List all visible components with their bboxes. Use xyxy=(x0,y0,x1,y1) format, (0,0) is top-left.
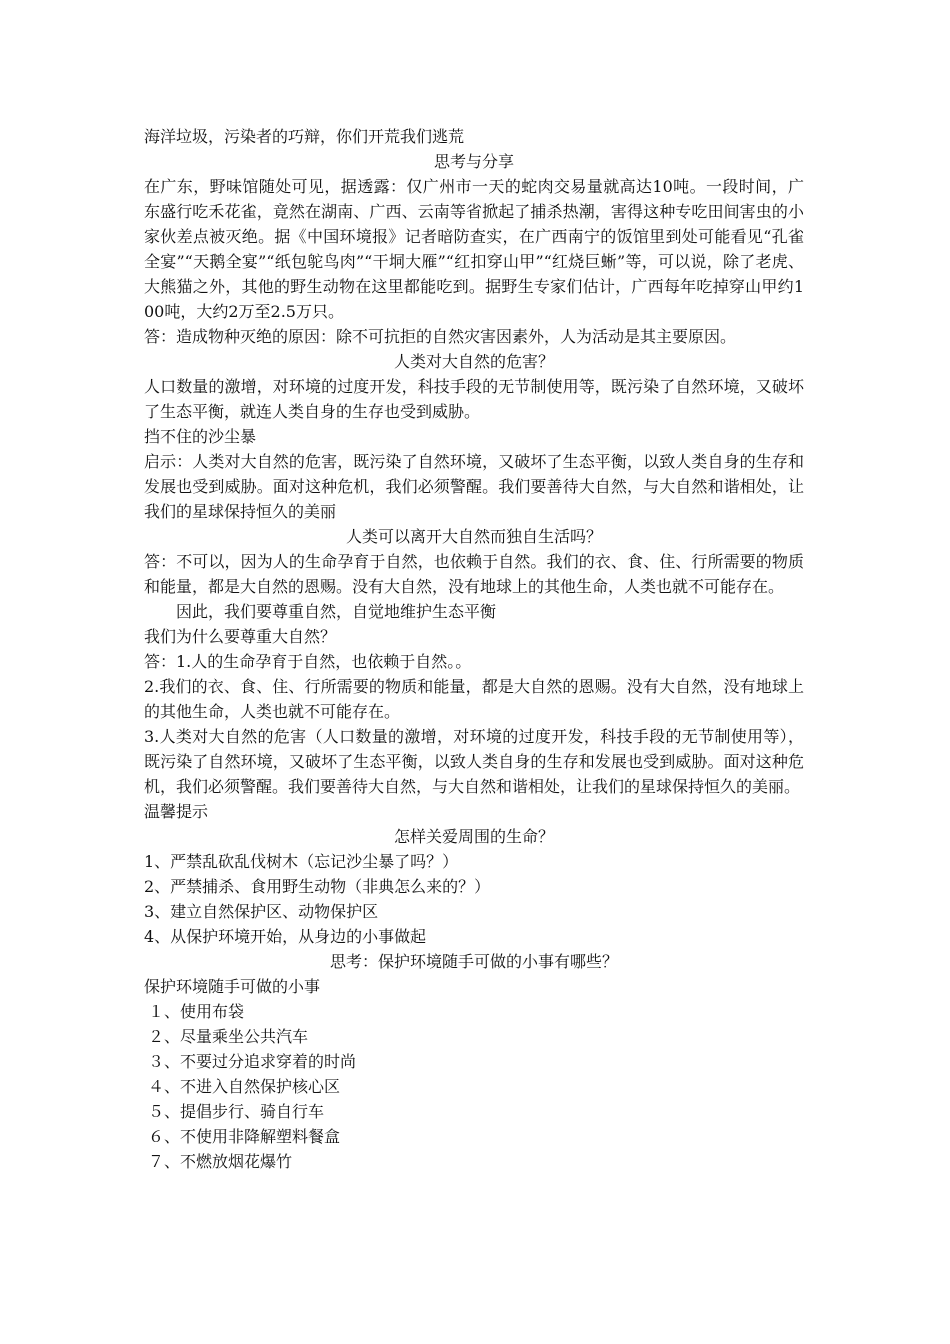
list-item: 1、严禁乱砍乱伐树木（忘记沙尘暴了吗？） xyxy=(144,852,459,871)
document-body xyxy=(144,124,804,1174)
list-item: ６、不使用非降解塑料餐盒 xyxy=(148,1127,341,1146)
therefore-line: 因此，我们要尊重自然，自觉地维护生态平衡 xyxy=(176,602,497,621)
answer-extinction: 答：造成物种灭绝的原因：除不可抗拒的自然灾害因素外，人为活动是其主要原因。 xyxy=(144,327,737,346)
list-item: １、使用布袋 xyxy=(148,1002,245,1021)
answer-item-1: 答：1.人的生命孕育于自然，也依赖于自然。。 xyxy=(144,652,472,671)
care-list xyxy=(144,849,804,949)
list-item: ７、不燃放烟花爆竹 xyxy=(148,1152,293,1171)
list-item: 3、建立自然保护区、动物保护区 xyxy=(144,902,379,921)
paragraph-harm: 人口数量的激增，对环境的过度开发，科技手段的无节制使用等，既污染了自然环境，又破坏了生态平衡，就连人类自身的生存也受到威胁。 xyxy=(144,377,804,421)
heading-think: 思考：保护环境随手可做的小事有哪些？ xyxy=(329,952,618,971)
answer-item-2: 2.我们的衣、食、住、行所需要的物质和能量，都是大自然的恩赐。没有大自然，没有地球上的其他生命，人类也就不可能存在。 xyxy=(144,677,804,721)
list-item: 2、严禁捕杀、食用野生动物（非典怎么来的？） xyxy=(144,877,491,896)
heading-harm: 人类对大自然的危害？ xyxy=(393,352,554,371)
list-item: ５、提倡步行、骑自行车 xyxy=(148,1102,325,1121)
heading-care: 怎样关爱周围的生命？ xyxy=(393,827,554,846)
answer-item-3: 3.人类对大自然的危害（人口数量的激增，对环境的过度开发，科技手段的无节制使用等），既污染了自然环境，又破坏了生态平衡，以致人类自身的生存和发展也受到威胁。面对这种危机，我们必须警醒。我们要善待大自然，与大自然和谐相处，让我们的星球保持恒久的美丽。 xyxy=(144,727,804,796)
paragraph-revelation: 启示：人类对大自然的危害，既污染了自然环境，又破坏了生态平衡，以致人类自身的生存和发展也受到威胁。面对这种危机，我们必须警醒。我们要善待大自然，与大自然和谐相处，让我们的星球保持恒久的美丽 xyxy=(144,452,804,521)
why-respect-line: 我们为什么要尊重大自然？ xyxy=(144,627,337,646)
paragraph-guangdong: 在广东，野味馆随处可见，据透露：仅广州市一天的蛇肉交易量就高达10吨。一段时间，广东盛行吃禾花雀，竟然在湖南、广西、云南等省掀起了捕杀热潮，害得这种专吃田间害虫的小家伙差点被灭绝。据《中国环境报》记者暗防查实，在广西南宁的饭馆里到处可能看见“孔雀全宴”“天鹅全宴”“纸包鸵鸟肉”“干垌大雁”“红扣穿山甲”“红烧巨蜥”等，可以说，除了老虎、大熊猫之外，其他的野生动物在这里都能吃到。据野生专家们估计，广西每年吃掉穿山甲约100吨，大约2万至2.5万只。 xyxy=(144,177,804,321)
list-item: 4、从保护环境开始，从身边的小事做起 xyxy=(144,927,427,946)
list-item: ４、不进入自然保护核心区 xyxy=(148,1077,341,1096)
intro-line: 海洋垃圾，污染者的巧辩，你们开荒我们逃荒 xyxy=(144,127,465,146)
small-things-list xyxy=(144,999,804,1174)
heading-leave-nature: 人类可以离开大自然而独自生活吗？ xyxy=(345,527,602,546)
sandstorm-line: 挡不住的沙尘暴 xyxy=(144,427,257,446)
small-things-title: 保护环境随手可做的小事 xyxy=(144,977,321,996)
list-item: ３、不要过分追求穿着的时尚 xyxy=(148,1052,357,1071)
list-item: ２、尽量乘坐公共汽车 xyxy=(148,1027,309,1046)
heading-think-share: 思考与分享 xyxy=(433,152,514,171)
paragraph-answer-leave: 答：不可以，因为人的生命孕育于自然，也依赖于自然。我们的衣、食、住、行所需要的物质和能量，都是大自然的恩赐。没有大自然，没有地球上的其他生命，人类也就不可能存在。 xyxy=(144,552,804,596)
warm-tip-line: 温馨提示 xyxy=(144,802,209,821)
